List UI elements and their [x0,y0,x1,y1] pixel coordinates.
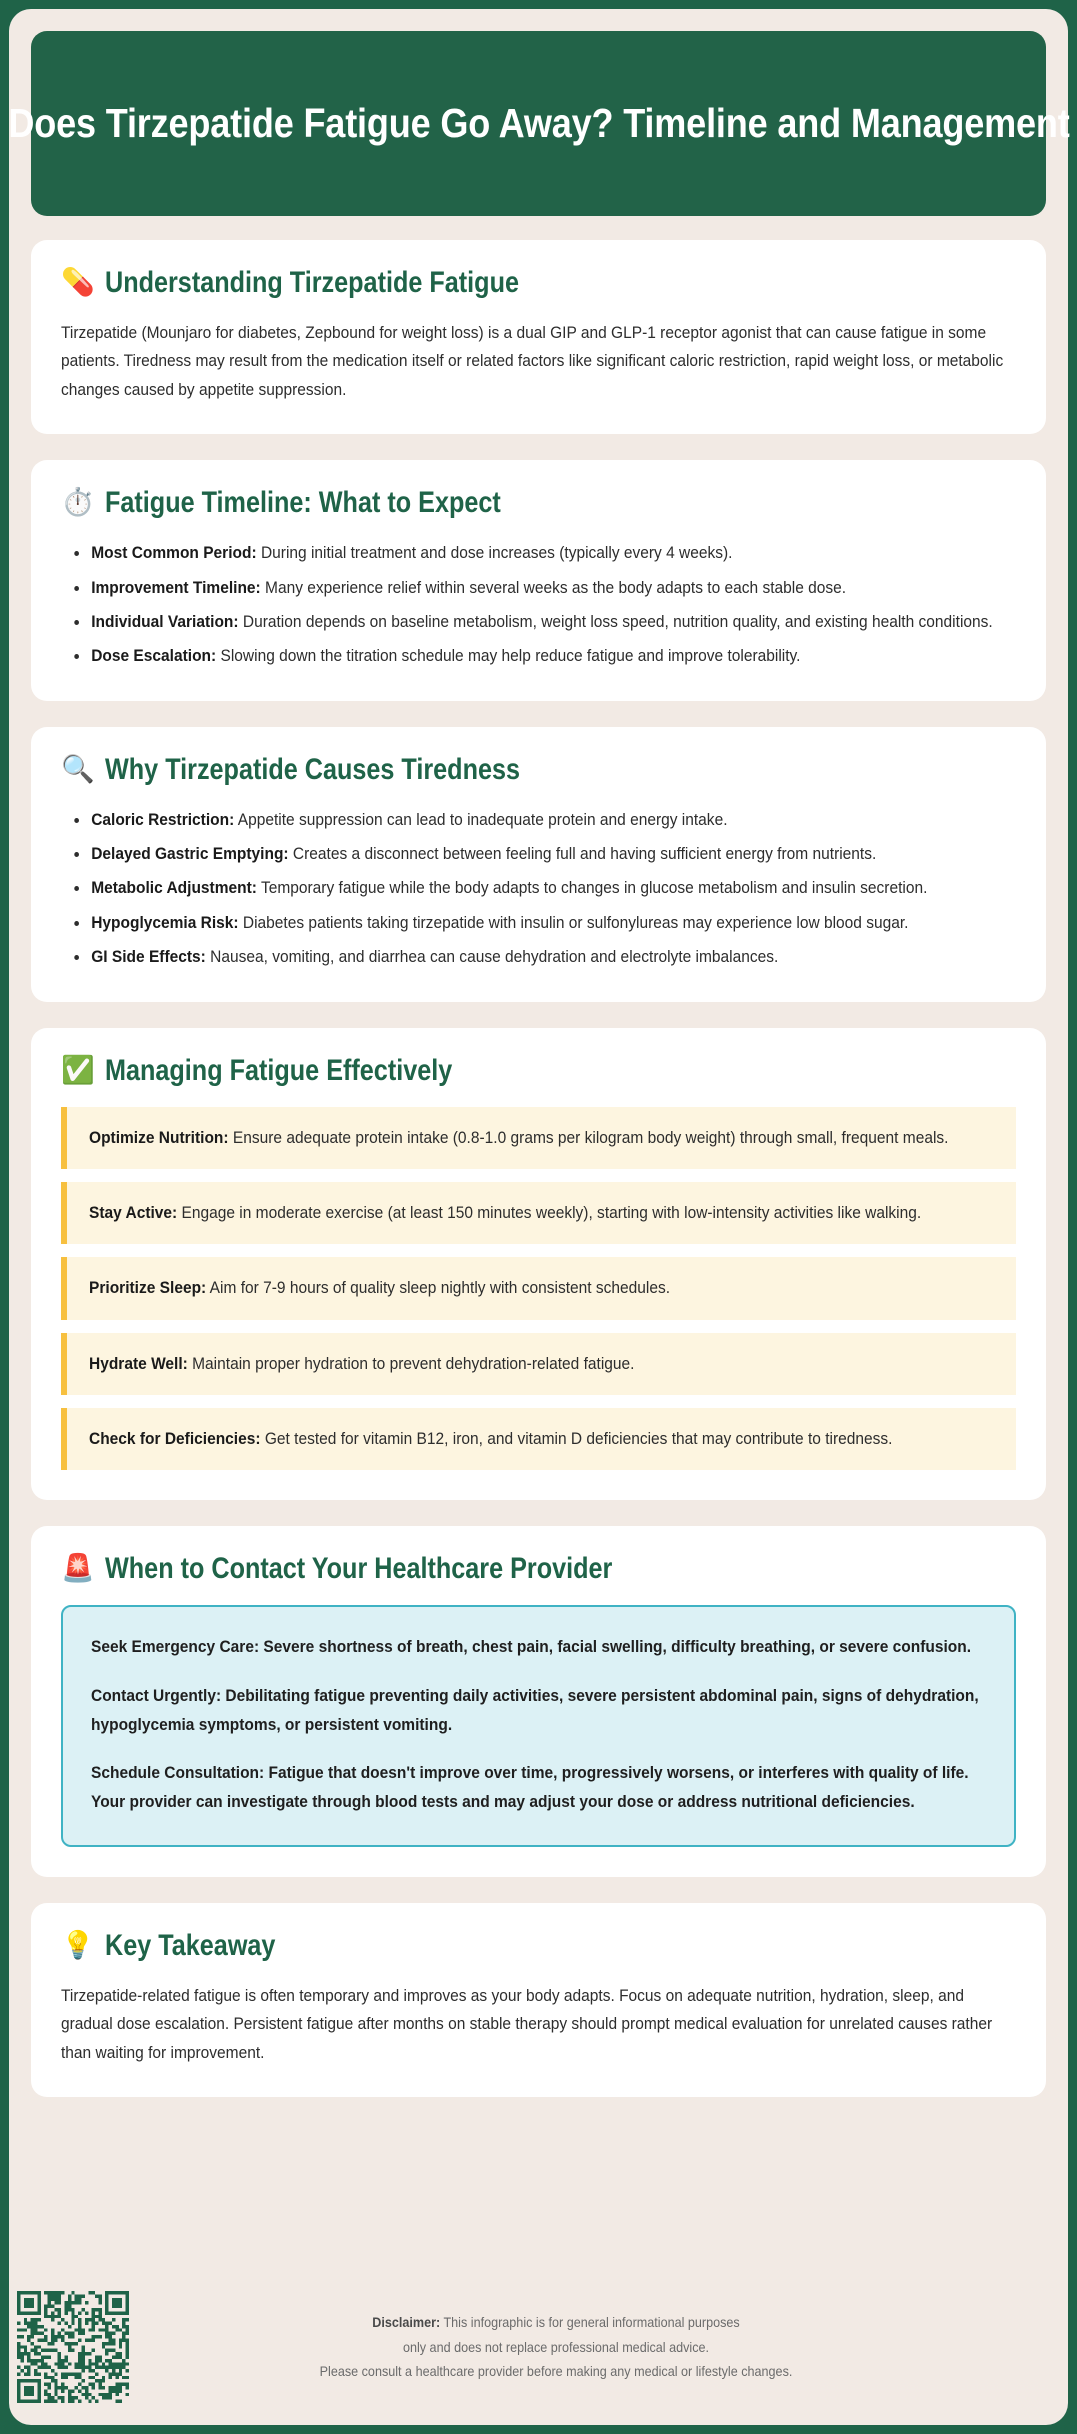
tip-box [61,1107,1016,1169]
tip-lead: Check for Deficiencies: [89,1430,261,1448]
qr-code-icon [17,2291,129,2403]
list-item-lead: Individual Variation: [91,612,239,631]
page-inner [9,9,1068,2425]
tip-text [89,1350,995,1378]
section-title: Managing Fatigue Effectively [105,1053,453,1087]
card-header [61,266,1016,299]
alert-box [61,1605,1016,1847]
list-item-text: Nausea, vomiting, and diarrhea can cause dehydration and electrolyte imbalances. [205,948,779,967]
section-title: When to Contact Your Healthcare Provider [105,1552,613,1586]
list-item-text: Temporary fatigue while the body adapts to changes in glucose metabolism and insulin secretion. [256,879,928,898]
police-car-light-icon: 🚨 [61,1553,95,1584]
list-item [63,943,1015,971]
disclaimer-line-2: only and does not replace professional medical advice. [402,2338,710,2355]
list-item-lead: Hypoglycemia Risk: [91,913,239,932]
list-item-text: Diabetes patients taking tirzepatide with insulin or sulfonylureas may experience low blood sugar. [238,913,909,932]
list-item [63,909,1015,937]
card-when-to-contact-provider [31,1526,1046,1877]
card-header [61,753,1016,786]
disclaimer-label: Disclaimer: [372,2313,441,2330]
card-header [61,1054,1016,1087]
list-item-text: Appetite suppression can lead to inadequate protein and energy intake. [234,810,728,829]
card-why-tirzepatide-causes-tiredness [31,727,1046,1002]
section-paragraph: Tirzepatide (Mounjaro for diabetes, Zepbound for weight loss) is a dual GIP and GLP-1 receptor agonist that can cause fatigue in some patients. Tiredness may result from the medication itself or related factors like significant caloric restriction, rapid weight loss, or metabolic changes caused by appetite suppression. [61,324,1004,399]
list-item-lead: Metabolic Adjustment: [91,879,257,898]
footer [31,2265,1046,2425]
list-item-text: Many experience relief within several weeks as the body adapts to each stable dose. [260,578,847,597]
page-title: Does Tirzepatide Fatigue Go Away? Timeline and Management [7,99,1070,146]
tip-box [61,1257,1016,1319]
tip-box [61,1408,1016,1470]
light-bulb-icon: 💡 [61,1929,95,1960]
tip-lead: Hydrate Well: [89,1354,188,1373]
list-item-text: Slowing down the titration schedule may help reduce fatigue and improve tolerability. [216,647,801,666]
tip-lead: Stay Active: [89,1203,178,1222]
tip-text [89,1425,995,1453]
list-item-lead: Delayed Gastric Emptying: [91,845,289,863]
tip-box [61,1333,1016,1395]
pill-icon: 💊 [61,267,95,297]
list-item-text: During initial treatment and dose increases (typically every 4 weeks). [256,544,733,563]
disclaimer-line-3: Please consult a healthcare provider before making any medical or lifestyle changes. [319,2363,793,2380]
tip-lead: Optimize Nutrition: [89,1128,229,1147]
list-item [63,539,1015,567]
card-header [61,486,1016,519]
tip-body: Aim for 7-9 hours of quality sleep nightly with consistent schedules. [206,1279,671,1298]
list-item-lead: Most Common Period: [91,544,257,563]
tip-text [89,1199,995,1227]
alert-paragraph: Schedule Consultation: Fatigue that doesn't improve over time, progressively worsens, or interferes with quality of life. Your provider can investigate through blood tests and may adjust your dose or address nutritional deficiencies. [91,1764,969,1812]
tip-body: Get tested for vitamin B12, iron, and vitamin D deficiencies that may contribute to tiredness. [260,1430,893,1448]
stopwatch-icon: ⏱️ [61,487,95,518]
alert-paragraph: Seek Emergency Care: Severe shortness of breath, chest pain, facial swelling, difficulty breathing, or severe confusion. [91,1638,972,1657]
list-item-lead: GI Side Effects: [91,948,206,967]
list-item [63,642,1015,670]
list-item [63,574,1015,602]
alert-paragraph: Contact Urgently: Debilitating fatigue preventing daily activities, severe persistent abdominal pain, signs of dehydration, hypoglycemia symptoms, or persistent vomiting. [91,1687,979,1734]
disclaimer-line-1 [175,2310,937,2335]
tip-text [89,1274,995,1302]
tip-box [61,1182,1016,1244]
list-item [63,806,1015,834]
tip-body: Engage in moderate exercise (at least 150 minutes weekly), starting with low-intensity activities like walking. [177,1203,922,1222]
disclaimer-line1-text: This infographic is for general informational purposes [440,2313,740,2330]
list-item [63,840,1015,868]
card-key-takeaway [31,1903,1046,2097]
card-fatigue-timeline [31,460,1046,701]
section-title: Why Tirzepatide Causes Tiredness [105,752,521,786]
section-title: Key Takeaway [105,1928,276,1962]
section-title: Understanding Tirzepatide Fatigue [105,266,519,299]
list-item-lead: Caloric Restriction: [91,810,235,829]
list-item [63,874,1015,902]
tip-body: Ensure adequate protein intake (0.8-1.0 grams per kilogram body weight) through small, frequent meals. [228,1128,949,1147]
disclaimer-text [175,2310,1000,2385]
tip-lead: Prioritize Sleep: [89,1279,207,1298]
card-understanding-tirzepatide-fatigue [31,240,1046,434]
section-paragraph: Tirzepatide-related fatigue is often temporary and improves as your body adapts. Focus on adequate nutrition, hydration, sleep, and gradual dose escalation. Persistent fatigue after months on stable therapy should prompt medical evaluation for unrelated causes rather than waiting for improvement. [61,1986,993,2062]
tip-text [89,1124,995,1152]
list-item-lead: Dose Escalation: [91,647,217,666]
list-item [63,608,1015,636]
tip-body: Maintain proper hydration to prevent dehydration-related fatigue. [187,1354,635,1373]
check-mark-button-icon: ✅ [61,1054,95,1085]
why-bullet-list [61,806,1016,972]
magnifying-glass-icon: 🔍 [61,753,95,784]
card-header [61,1929,1016,1962]
card-managing-fatigue-effectively [31,1028,1046,1501]
list-item-text: Creates a disconnect between feeling full and having sufficient energy from nutrients. [288,845,877,863]
list-item-lead: Improvement Timeline: [91,578,261,597]
header-banner [7,31,1070,216]
card-header [61,1552,1016,1585]
list-item-text: Duration depends on baseline metabolism, weight loss speed, nutrition quality, and existing health conditions. [238,612,993,631]
section-title: Fatigue Timeline: What to Expect [105,486,501,520]
timeline-bullet-list [61,539,1016,671]
